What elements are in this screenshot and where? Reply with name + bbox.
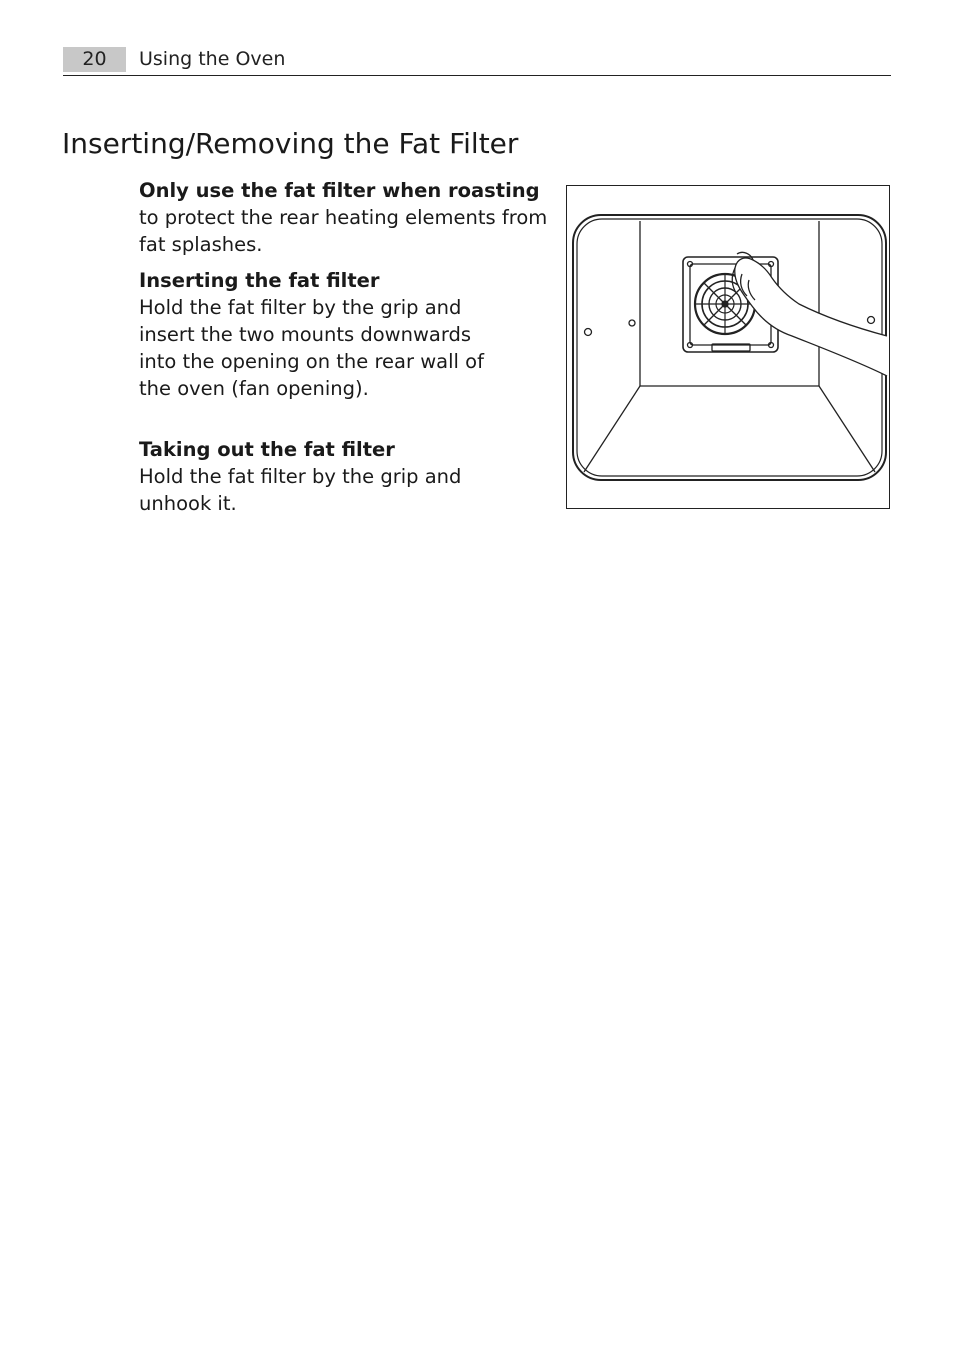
inserting-text: Hold the fat filter by the grip and insert the two mounts downwards into the opening on the rear wall of the oven (fan opening). (139, 296, 484, 400)
taking-out-section (139, 436, 499, 517)
inserting-section (139, 267, 499, 402)
inserting-heading: Inserting the fat filter (139, 269, 380, 292)
taking-out-heading: Taking out the fat filter (139, 438, 395, 461)
intro-text: to protect the rear heating elements from fat splashes. (139, 206, 548, 256)
page-header (63, 47, 891, 76)
page-title: Inserting/Removing the Fat Filter (62, 127, 519, 160)
section-name: Using the Oven (139, 48, 286, 70)
page-number: 20 (63, 47, 126, 72)
intro-paragraph (139, 177, 549, 258)
oven-figure (566, 185, 890, 509)
oven-fat-filter-illustration-icon (567, 186, 889, 508)
intro-bold-text: Only use the fat filter when roasting (139, 179, 540, 202)
taking-out-text: Hold the fat filter by the grip and unhook it. (139, 465, 462, 515)
